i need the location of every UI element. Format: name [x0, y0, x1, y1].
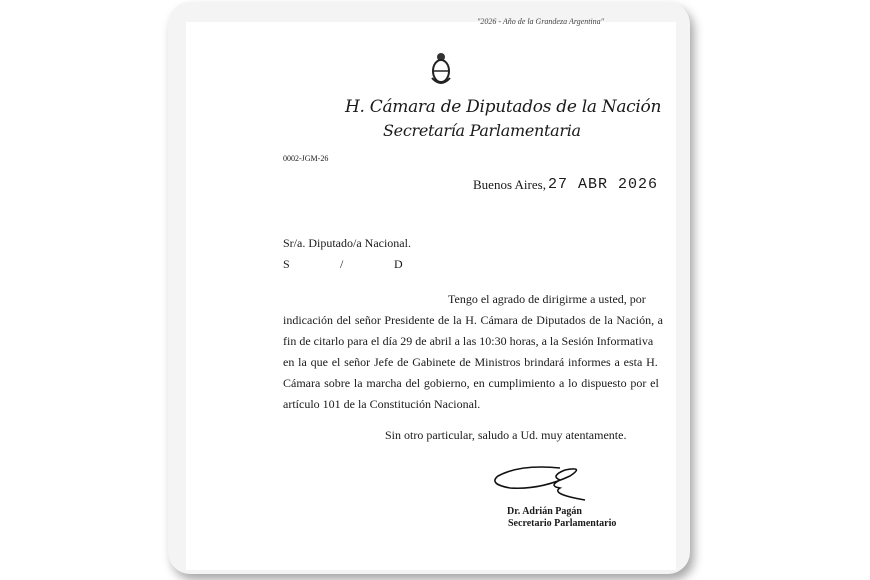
body-line: artículo 101 de la Constitución Nacional. — [283, 397, 481, 411]
coat-of-arms-icon — [429, 52, 453, 91]
body-line: Tengo el agrado de dirigirme a usted, por — [448, 292, 646, 306]
closing: Sin otro particular, saludo a Ud. muy atentamente. — [385, 428, 627, 442]
body-line: indicación del señor Presidente de la H. Cámara de Diputados de la Nación, a — [283, 313, 664, 327]
body-line: fin de citarlo para el día 29 de abril a las 10:30 horas, a la Sesión Informativa — [283, 334, 654, 348]
sd-d: D — [394, 257, 403, 271]
reference-number: 0002-JGM-26 — [283, 154, 329, 163]
signatory-title: Secretario Parlamentario — [508, 518, 617, 529]
sd-slash: / — [340, 257, 344, 271]
place: Buenos Aires, — [473, 177, 546, 192]
department-name: Secretaría Parlamentaria — [383, 121, 581, 140]
date-stamp: 27 ABR 2026 — [548, 176, 659, 193]
institution-name: H. Cámara de Diputados de la Nación — [345, 97, 662, 117]
sd-s: S — [283, 257, 290, 271]
body-line: en la que el señor Jefe de Gabinete de Ministros brindará informes a esta H. — [283, 355, 658, 369]
body-line: Cámara sobre la marcha del gobierno, en cumplimiento a lo dispuesto por el — [283, 376, 659, 390]
signatory-name: Dr. Adrián Pagán — [507, 506, 582, 517]
addressee: Sr/a. Diputado/a Nacional. — [283, 236, 411, 250]
year-motto: "2026 - Año de la Grandeza Argentina" — [477, 17, 605, 26]
